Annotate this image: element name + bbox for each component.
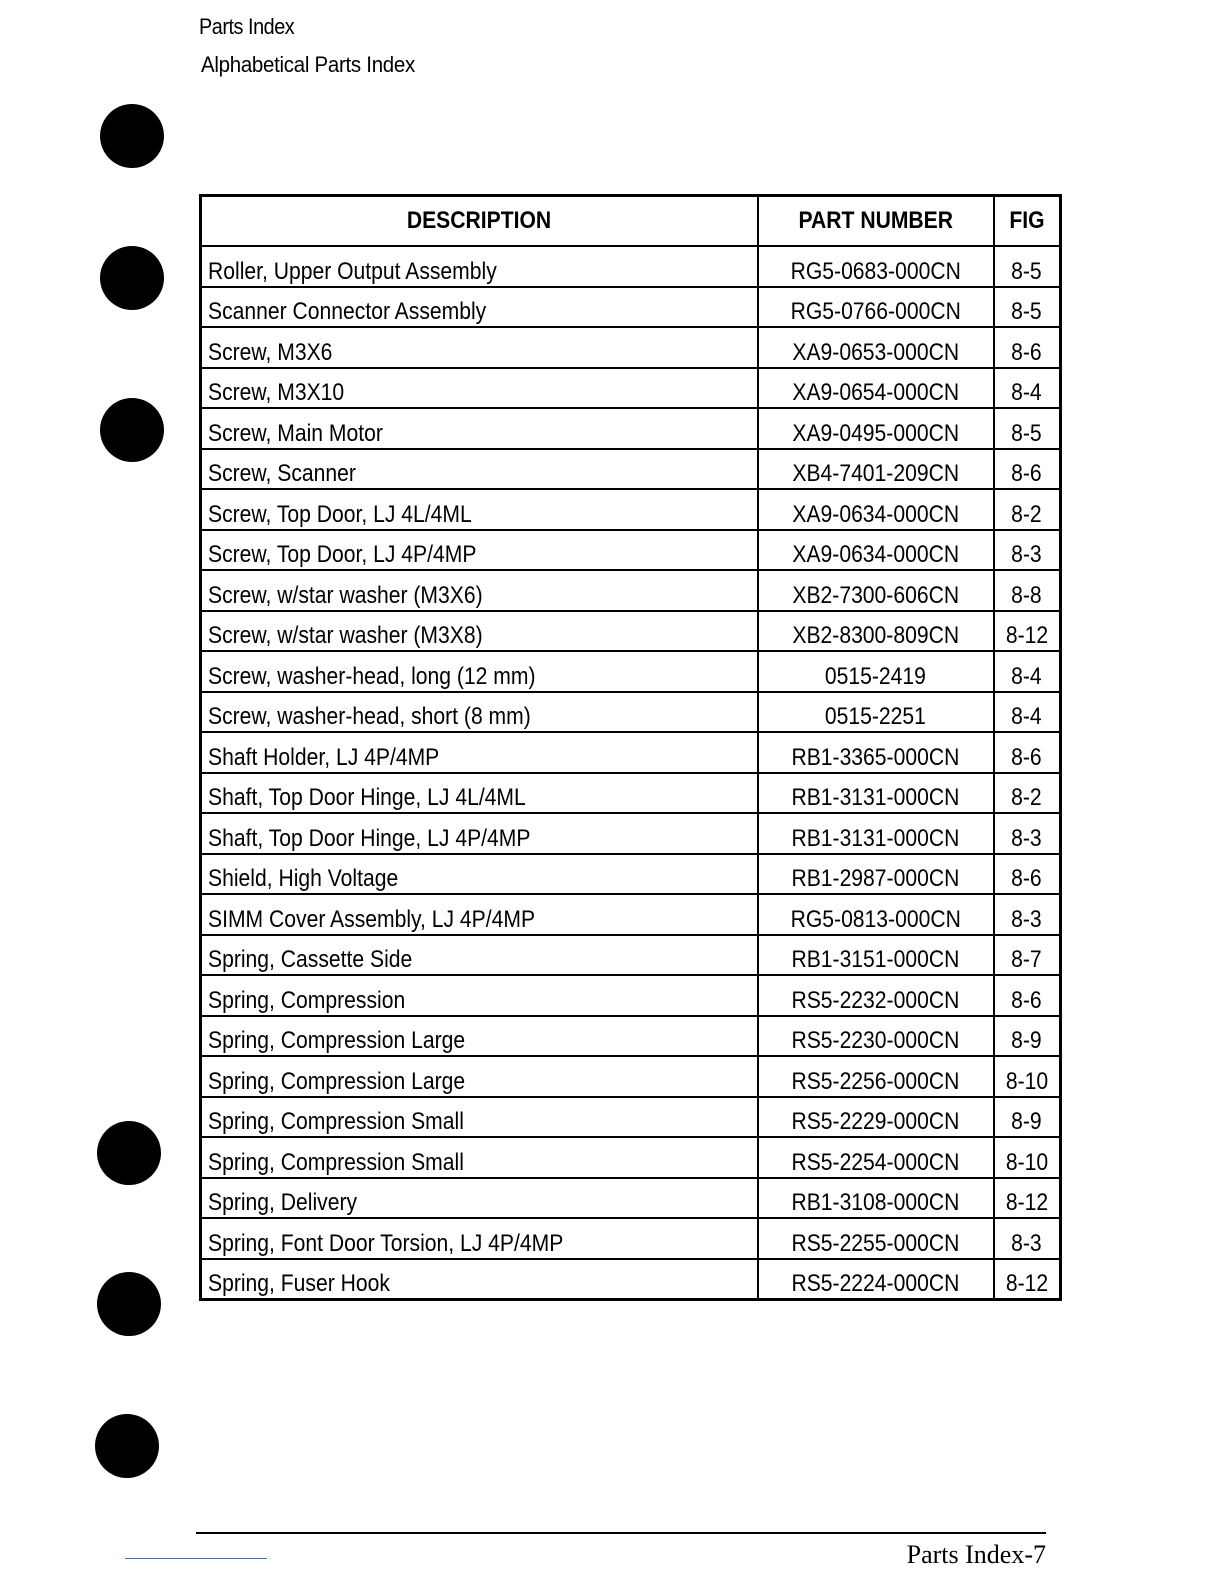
table-row: [201, 1218, 1061, 1259]
fig-cell: 8-6: [994, 975, 1061, 1016]
subsection-title: Alphabetical Parts Index: [201, 52, 415, 77]
part-number-cell: 0515-2251: [758, 692, 994, 733]
description-cell: Screw, Scanner: [201, 449, 758, 490]
table-row: [201, 408, 1061, 449]
part-number-cell: RS5-2229-000CN: [758, 1097, 994, 1138]
table-row: [201, 894, 1061, 935]
fig-cell: 8-2: [994, 773, 1061, 814]
table-row: [201, 813, 1061, 854]
table-row: [201, 611, 1061, 652]
fig-cell: 8-12: [994, 1259, 1061, 1300]
part-number-cell: RG5-0813-000CN: [758, 894, 994, 935]
part-number-cell: RS5-2254-000CN: [758, 1137, 994, 1178]
description-cell: Spring, Font Door Torsion, LJ 4P/4MP: [201, 1218, 758, 1259]
fig-cell: 8-7: [994, 935, 1061, 976]
fig-cell: 8-2: [994, 489, 1061, 530]
fig-cell: 8-6: [994, 327, 1061, 368]
fig-cell: 8-3: [994, 1218, 1061, 1259]
table-row: [201, 651, 1061, 692]
fig-cell: 8-5: [994, 408, 1061, 449]
part-number-cell: XA9-0634-000CN: [758, 530, 994, 571]
fig-cell: 8-8: [994, 570, 1061, 611]
description-cell: Screw, washer-head, short (8 mm): [201, 692, 758, 733]
description-cell: Screw, Main Motor: [201, 408, 758, 449]
table-row: [201, 1259, 1061, 1300]
description-cell: Screw, washer-head, long (12 mm): [201, 651, 758, 692]
description-cell: Screw, M3X6: [201, 327, 758, 368]
fig-cell: 8-3: [994, 530, 1061, 571]
description-cell: SIMM Cover Assembly, LJ 4P/4MP: [201, 894, 758, 935]
table-row: [201, 773, 1061, 814]
column-header-description: DESCRIPTION: [201, 196, 758, 247]
description-cell: Shield, High Voltage: [201, 854, 758, 895]
table-row: [201, 975, 1061, 1016]
punch-hole: [97, 1121, 161, 1185]
fig-cell: 8-12: [994, 611, 1061, 652]
part-number-cell: RS5-2230-000CN: [758, 1016, 994, 1057]
description-cell: Spring, Compression: [201, 975, 758, 1016]
description-cell: Screw, Top Door, LJ 4P/4MP: [201, 530, 758, 571]
table-row: [201, 368, 1061, 409]
description-cell: Screw, w/star washer (M3X8): [201, 611, 758, 652]
column-header-fig: FIG: [994, 196, 1061, 247]
part-number-cell: 0515-2419: [758, 651, 994, 692]
table-row: [201, 935, 1061, 976]
footer-link-line: [125, 1558, 267, 1559]
description-cell: Spring, Fuser Hook: [201, 1259, 758, 1300]
part-number-cell: XA9-0634-000CN: [758, 489, 994, 530]
table-row: [201, 1056, 1061, 1097]
footer-rule: [196, 1532, 1046, 1534]
part-number-cell: RG5-0766-000CN: [758, 287, 994, 328]
punch-hole: [95, 1414, 159, 1478]
part-number-cell: RS5-2224-000CN: [758, 1259, 994, 1300]
part-number-cell: RB1-3131-000CN: [758, 813, 994, 854]
punch-hole: [100, 398, 164, 462]
description-cell: Spring, Compression Small: [201, 1097, 758, 1138]
part-number-cell: RB1-3151-000CN: [758, 935, 994, 976]
description-cell: Spring, Compression Large: [201, 1016, 758, 1057]
part-number-cell: RS5-2255-000CN: [758, 1218, 994, 1259]
fig-cell: 8-6: [994, 449, 1061, 490]
part-number-cell: XB4-7401-209CN: [758, 449, 994, 490]
part-number-cell: RB1-3108-000CN: [758, 1178, 994, 1219]
section-title: Parts Index: [199, 14, 295, 39]
fig-cell: 8-5: [994, 246, 1061, 287]
description-cell: Spring, Delivery: [201, 1178, 758, 1219]
part-number-cell: RS5-2232-000CN: [758, 975, 994, 1016]
table-row: [201, 489, 1061, 530]
table-row: [201, 1178, 1061, 1219]
table-row: [201, 1137, 1061, 1178]
description-cell: Shaft Holder, LJ 4P/4MP: [201, 732, 758, 773]
table-row: [201, 854, 1061, 895]
parts-index-table: [199, 194, 1062, 1301]
fig-cell: 8-4: [994, 368, 1061, 409]
part-number-cell: RB1-3365-000CN: [758, 732, 994, 773]
fig-cell: 8-6: [994, 854, 1061, 895]
fig-cell: 8-3: [994, 894, 1061, 935]
description-cell: Shaft, Top Door Hinge, LJ 4L/4ML: [201, 773, 758, 814]
table-body: [201, 246, 1061, 1300]
part-number-cell: XB2-8300-809CN: [758, 611, 994, 652]
description-cell: Spring, Compression Small: [201, 1137, 758, 1178]
description-cell: Roller, Upper Output Assembly: [201, 246, 758, 287]
table-row: [201, 449, 1061, 490]
column-header-part-number: PART NUMBER: [758, 196, 994, 247]
table-row: [201, 327, 1061, 368]
punch-hole: [100, 246, 164, 310]
table-row: [201, 1097, 1061, 1138]
table-row: [201, 1016, 1061, 1057]
fig-cell: 8-4: [994, 651, 1061, 692]
fig-cell: 8-3: [994, 813, 1061, 854]
part-number-cell: RB1-2987-000CN: [758, 854, 994, 895]
table-row: [201, 287, 1061, 328]
fig-cell: 8-10: [994, 1056, 1061, 1097]
fig-cell: 8-6: [994, 732, 1061, 773]
table-row: [201, 692, 1061, 733]
table-row: [201, 732, 1061, 773]
part-number-cell: RS5-2256-000CN: [758, 1056, 994, 1097]
fig-cell: 8-10: [994, 1137, 1061, 1178]
part-number-cell: XA9-0653-000CN: [758, 327, 994, 368]
fig-cell: 8-9: [994, 1097, 1061, 1138]
description-cell: Screw, M3X10: [201, 368, 758, 409]
punch-hole: [100, 104, 164, 168]
fig-cell: 8-12: [994, 1178, 1061, 1219]
page-number: Parts Index-7: [906, 1540, 1046, 1569]
fig-cell: 8-9: [994, 1016, 1061, 1057]
table-row: [201, 570, 1061, 611]
description-cell: Screw, Top Door, LJ 4L/4ML: [201, 489, 758, 530]
punch-hole: [97, 1272, 161, 1336]
description-cell: Shaft, Top Door Hinge, LJ 4P/4MP: [201, 813, 758, 854]
part-number-cell: XB2-7300-606CN: [758, 570, 994, 611]
fig-cell: 8-4: [994, 692, 1061, 733]
description-cell: Spring, Cassette Side: [201, 935, 758, 976]
description-cell: Screw, w/star washer (M3X6): [201, 570, 758, 611]
fig-cell: 8-5: [994, 287, 1061, 328]
part-number-cell: RG5-0683-000CN: [758, 246, 994, 287]
description-cell: Scanner Connector Assembly: [201, 287, 758, 328]
table-row: [201, 246, 1061, 287]
description-cell: Spring, Compression Large: [201, 1056, 758, 1097]
table-row: [201, 530, 1061, 571]
part-number-cell: XA9-0495-000CN: [758, 408, 994, 449]
part-number-cell: XA9-0654-000CN: [758, 368, 994, 409]
table-header-row: [201, 196, 1061, 247]
part-number-cell: RB1-3131-000CN: [758, 773, 994, 814]
